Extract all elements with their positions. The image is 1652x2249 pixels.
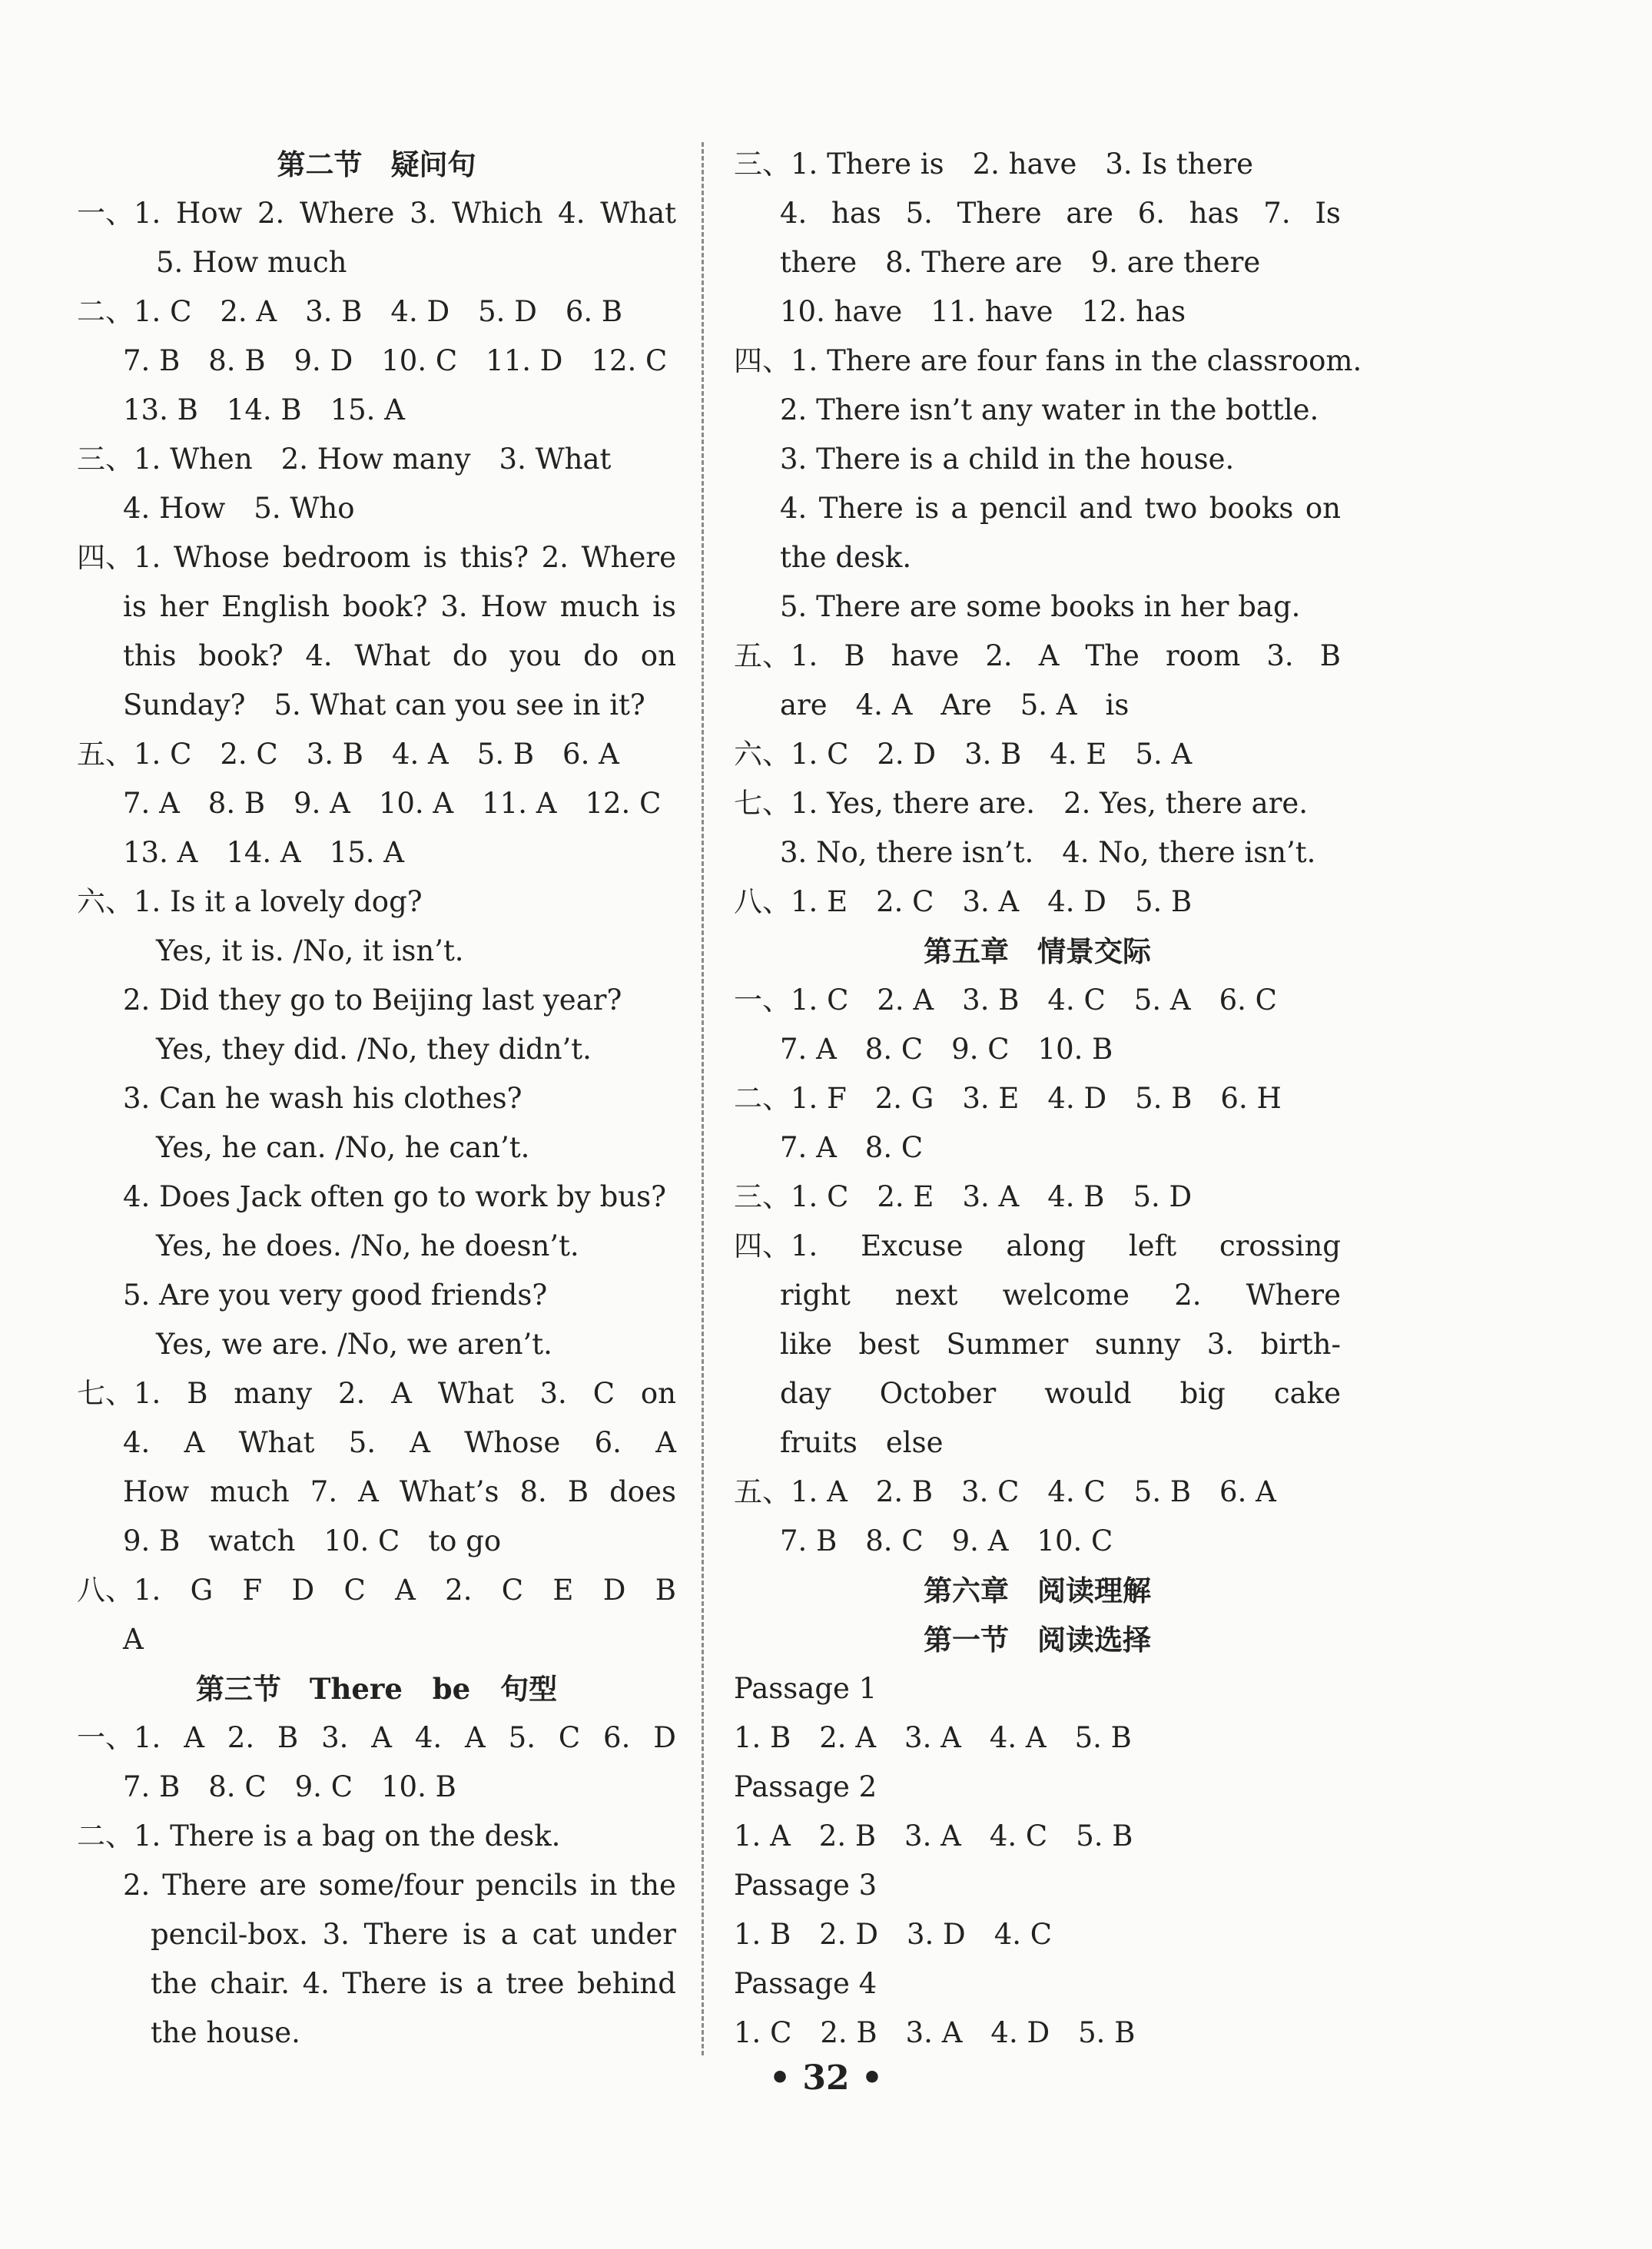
answer-line: 4. There is a pencil and two books on bbox=[780, 492, 1341, 525]
answer-line: Yes, they did. /No, they didn’t. bbox=[156, 1033, 592, 1066]
answer-line: 7. B 8. C 9. A 10. C bbox=[780, 1524, 1113, 1557]
answer-line: Yes, we are. /No, we aren’t. bbox=[156, 1328, 552, 1361]
answer-line: the chair. 4. There is a tree behind bbox=[151, 1967, 676, 2000]
answer-line: 4. A What 5. A Whose 6. A bbox=[123, 1426, 676, 1459]
answer-line: Passage 1 bbox=[734, 1672, 877, 1705]
answer-line: 八、1. G F D C A 2. C E D B bbox=[77, 1574, 676, 1607]
answer-line: 五、1. C 2. C 3. B 4. A 5. B 6. A bbox=[77, 738, 619, 771]
answer-line: Passage 2 bbox=[734, 1770, 877, 1803]
answer-line: day October would big cake bbox=[780, 1377, 1341, 1410]
answer-line: Passage 3 bbox=[734, 1869, 877, 1902]
answer-line: 八、1. E 2. C 3. A 4. D 5. B bbox=[734, 885, 1193, 918]
answer-line: 七、1. B many 2. A What 3. C on bbox=[77, 1377, 676, 1410]
answer-line: this book? 4. What do you do on bbox=[123, 639, 676, 672]
answer-line: 三、1. There is 2. have 3. Is there bbox=[734, 148, 1253, 181]
answer-line: 2. There isn’t any water in the bottle. bbox=[780, 393, 1319, 426]
answer-line: right next welcome 2. Where bbox=[780, 1279, 1341, 1312]
answer-line: 二、1. C 2. A 3. B 4. D 5. D 6. B bbox=[77, 295, 623, 328]
answer-line: 7. A 8. C bbox=[780, 1131, 924, 1164]
answer-line: 13. B 14. B 15. A bbox=[123, 393, 405, 426]
answer-line: 七、1. Yes, there are. 2. Yes, there are. bbox=[734, 787, 1309, 820]
answer-line: 四、1. Whose bedroom is this? 2. Where bbox=[77, 541, 676, 574]
answer-line: 3. No, there isn’t. 4. No, there isn’t. bbox=[780, 836, 1316, 869]
answer-line: Yes, it is. /No, it isn’t. bbox=[156, 934, 464, 967]
section-heading: 第三节 There be 句型 bbox=[195, 1672, 558, 1706]
section-heading: 第六章 阅读理解 bbox=[924, 1574, 1151, 1607]
answer-line: 5. There are some books in her bag. bbox=[780, 590, 1301, 623]
answer-line: 六、1. Is it a lovely dog? bbox=[77, 885, 423, 918]
answer-line: 1. C 2. B 3. A 4. D 5. B bbox=[734, 2016, 1136, 2049]
answer-line: 7. B 8. C 9. C 10. B bbox=[123, 1770, 456, 1803]
answer-line: 4. Does Jack often go to work by bus? bbox=[123, 1180, 666, 1213]
answer-line: 二、1. There is a bag on the desk. bbox=[77, 1819, 561, 1853]
answer-line: 5. Are you very good friends? bbox=[123, 1279, 548, 1312]
answer-line: 3. There is a child in the house. bbox=[780, 443, 1235, 476]
section-heading: 第五章 情景交际 bbox=[924, 934, 1151, 968]
answer-line: 4. How 5. Who bbox=[123, 492, 355, 525]
answer-line: 9. B watch 10. C to go bbox=[123, 1524, 502, 1557]
answer-line: 二、1. F 2. G 3. E 4. D 5. B 6. H bbox=[734, 1082, 1282, 1115]
answer-line: 一、1. How 2. Where 3. Which 4. What bbox=[77, 197, 676, 230]
column-divider bbox=[702, 142, 704, 2055]
answer-line: pencil-box. 3. There is a cat under bbox=[151, 1918, 676, 1951]
answer-line: 7. B 8. B 9. D 10. C 11. D 12. C bbox=[123, 344, 668, 377]
answer-line: 一、1. C 2. A 3. B 4. C 5. A 6. C bbox=[734, 984, 1277, 1017]
answer-line: 五、1. A 2. B 3. C 4. C 5. B 6. A bbox=[734, 1475, 1276, 1508]
answer-line: Yes, he can. /No, he can’t. bbox=[156, 1131, 530, 1164]
answer-line: How much 7. A What’s 8. B does bbox=[123, 1475, 676, 1508]
answer-line: are 4. A Are 5. A is bbox=[780, 688, 1130, 721]
answer-line: Sunday? 5. What can you see in it? bbox=[123, 688, 645, 721]
answer-line: fruits else bbox=[780, 1426, 944, 1459]
answer-line: Yes, he does. /No, he doesn’t. bbox=[156, 1229, 579, 1262]
answer-line: 1. B 2. D 3. D 4. C bbox=[734, 1918, 1053, 1951]
answer-line: there 8. There are 9. are there bbox=[780, 246, 1261, 279]
answer-line: 2. Did they go to Beijing last year? bbox=[123, 984, 622, 1017]
answer-line: 四、1. There are four fans in the classroom. bbox=[734, 344, 1362, 377]
answer-line: Passage 4 bbox=[734, 1967, 877, 2000]
answer-line: is her English book? 3. How much is bbox=[123, 590, 676, 623]
section-heading: 第一节 阅读选择 bbox=[924, 1623, 1151, 1657]
answer-line: 五、1. B have 2. A The room 3. B bbox=[734, 639, 1341, 672]
answer-line: the house. bbox=[151, 2016, 300, 2049]
section-heading: 第二节 疑问句 bbox=[277, 148, 476, 181]
answer-line: 四、1. Excuse along left crossing bbox=[734, 1229, 1341, 1262]
answer-line: 4. has 5. There are 6. has 7. Is bbox=[780, 197, 1341, 230]
answer-line: 3. Can he wash his clothes? bbox=[123, 1082, 522, 1115]
answer-line: 1. B 2. A 3. A 4. A 5. B bbox=[734, 1721, 1132, 1754]
answer-line: 一、1. A 2. B 3. A 4. A 5. C 6. D bbox=[77, 1721, 676, 1754]
answer-line: 10. have 11. have 12. has bbox=[780, 295, 1186, 328]
answer-line: 7. A 8. C 9. C 10. B bbox=[780, 1033, 1113, 1066]
answer-line: 13. A 14. A 15. A bbox=[123, 836, 404, 869]
answer-line: 2. There are some/four pencils in the bbox=[123, 1869, 676, 1902]
answer-line: 1. A 2. B 3. A 4. C 5. B bbox=[734, 1819, 1133, 1853]
answer-line: 六、1. C 2. D 3. B 4. E 5. A bbox=[734, 738, 1193, 771]
right-column bbox=[734, 140, 1362, 2058]
answer-line: A bbox=[123, 1623, 144, 1656]
page-number: • 32 • bbox=[768, 2058, 884, 2098]
answer-line: the desk. bbox=[780, 541, 912, 574]
answer-line: like best Summer sunny 3. birth- bbox=[780, 1328, 1341, 1361]
answer-line: 7. A 8. B 9. A 10. A 11. A 12. C bbox=[123, 787, 662, 820]
answer-line: 三、1. When 2. How many 3. What bbox=[77, 443, 612, 476]
answer-line: 三、1. C 2. E 3. A 4. B 5. D bbox=[734, 1180, 1193, 1213]
answer-line: 5. How much bbox=[156, 246, 347, 279]
left-column bbox=[77, 140, 676, 2058]
